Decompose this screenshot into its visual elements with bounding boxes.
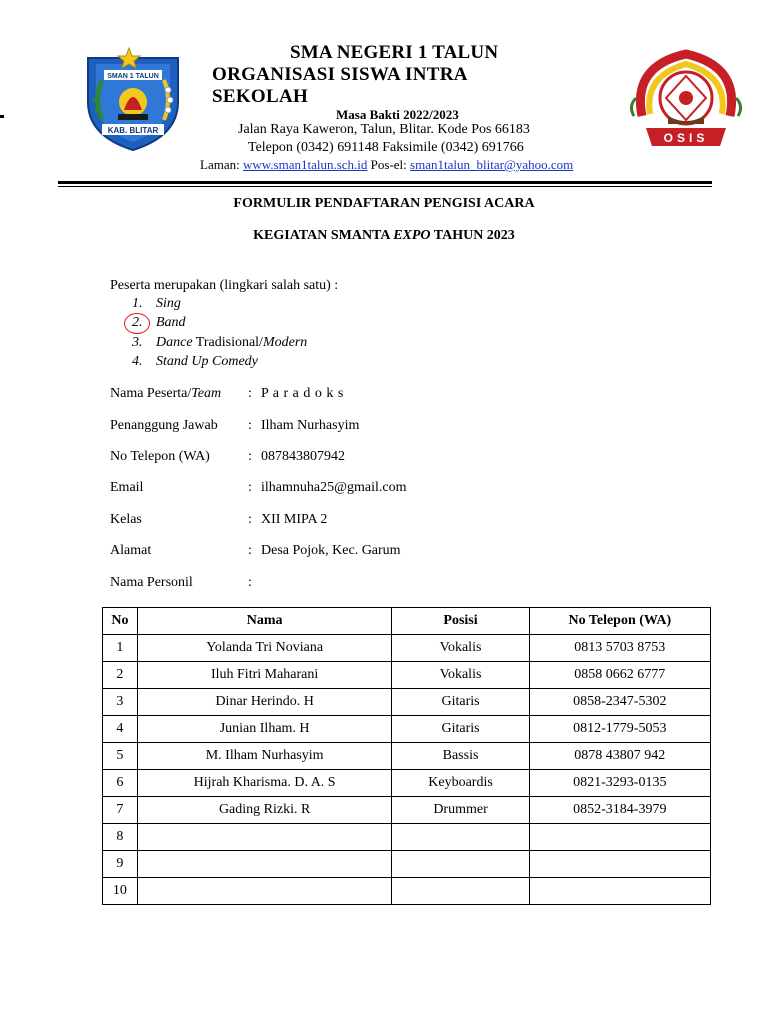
member-phone: 0852-3184-3979 — [529, 797, 710, 824]
field-label: Penanggung Jawab — [110, 418, 218, 433]
row-number: 3 — [103, 689, 138, 716]
table-row — [103, 635, 711, 662]
member-position: Gitaris — [392, 689, 529, 716]
form-title: FORMULIR PENDAFTARAN PENGISI ACARA — [233, 196, 535, 211]
category-label-italic: Modern — [262, 335, 308, 350]
member-name — [137, 824, 392, 851]
column-header-phone: No Telepon (WA) — [529, 608, 710, 635]
category-number: 3. — [132, 335, 143, 350]
subtitle-italic: EXPO — [393, 228, 431, 243]
member-position: Vokalis — [392, 662, 529, 689]
member-position: Drummer — [392, 797, 529, 824]
member-position: Bassis — [392, 743, 529, 770]
member-name: Yolanda Tri Noviana — [137, 635, 392, 662]
member-position: Keyboardis — [392, 770, 529, 797]
service-period: Masa Bakti 2022/2023 — [336, 107, 459, 122]
member-position: Vokalis — [392, 635, 529, 662]
field-colon: : — [248, 512, 252, 527]
subtitle-prefix: KEGIATAN SMANTA — [253, 228, 394, 243]
form-subtitle — [0, 228, 768, 244]
row-number: 7 — [103, 797, 138, 824]
row-number: 6 — [103, 770, 138, 797]
category-label-plain: Tradisional/ — [192, 335, 263, 350]
osis-logo — [626, 46, 746, 156]
member-name: Iluh Fitri Maharani — [137, 662, 392, 689]
school-regency-logo — [74, 40, 192, 152]
field-label: Email — [110, 480, 144, 495]
member-phone: 0858 0662 6777 — [529, 662, 710, 689]
category-dance — [132, 335, 307, 351]
category-number: 2. — [132, 315, 143, 330]
table-row — [103, 662, 711, 689]
table-row — [103, 797, 711, 824]
website-label: Laman: — [200, 157, 240, 172]
member-phone: 0821-3293-0135 — [529, 770, 710, 797]
field-label: Alamat — [110, 543, 152, 558]
member-position — [392, 851, 529, 878]
field-colon: : — [248, 386, 252, 401]
field-value: Ilham Nurhasyim — [261, 418, 360, 433]
member-phone: 0812-1779-5053 — [529, 716, 710, 743]
row-number: 1 — [103, 635, 138, 662]
header-divider-thick — [58, 181, 712, 184]
email-label: Pos-el: — [370, 157, 407, 172]
margin-mark — [0, 115, 4, 118]
category-label: Stand Up Comedy — [156, 354, 258, 369]
table-row — [103, 851, 711, 878]
field-value: ilhamnuha25@gmail.com — [261, 480, 407, 495]
member-name — [137, 878, 392, 905]
table-row — [103, 689, 711, 716]
right-logo-text: OSIS — [663, 131, 709, 145]
category-label: Sing — [156, 296, 181, 311]
table-row — [103, 716, 711, 743]
member-phone: 0813 5703 8753 — [529, 635, 710, 662]
member-name: Dinar Herindo. H — [137, 689, 392, 716]
website-link[interactable]: www.sman1talun.sch.id — [242, 157, 368, 172]
field-value: 087843807942 — [261, 449, 345, 464]
member-phone: 0878 43807 942 — [529, 743, 710, 770]
category-label: Dance — [156, 335, 193, 350]
table-row — [103, 878, 711, 905]
member-phone: 0858-2347-5302 — [529, 689, 710, 716]
school-address: Jalan Raya Kaweron, Talun, Blitar. Kode Pos 66183 — [238, 122, 530, 137]
member-position — [392, 878, 529, 905]
member-position: Gitaris — [392, 716, 529, 743]
category-label: Band — [156, 315, 186, 330]
header-divider-thin — [58, 186, 712, 187]
category-instruction: Peserta merupakan (lingkari salah satu) : — [110, 278, 339, 293]
member-phone — [529, 878, 710, 905]
column-header-no: No — [103, 608, 138, 635]
field-value: P a r a d o k s — [261, 386, 344, 401]
member-name: M. Ilham Nurhasyim — [137, 743, 392, 770]
row-number: 8 — [103, 824, 138, 851]
field-colon: : — [248, 449, 252, 464]
member-name — [137, 851, 392, 878]
table-row — [103, 743, 711, 770]
field-label: Nama Personil — [110, 575, 193, 590]
category-sing — [132, 296, 181, 312]
category-number: 1. — [132, 296, 143, 311]
school-name: SMA NEGERI 1 TALUN — [290, 42, 499, 63]
member-phone — [529, 851, 710, 878]
left-logo-bottom-text: KAB. BLITAR — [107, 126, 159, 135]
row-number: 4 — [103, 716, 138, 743]
category-number: 4. — [132, 354, 143, 369]
member-position — [392, 824, 529, 851]
column-header-name: Nama — [137, 608, 392, 635]
category-standup — [132, 354, 258, 370]
member-name: Hijrah Kharisma. D. A. S — [137, 770, 392, 797]
field-label: Kelas — [110, 512, 142, 527]
row-number: 9 — [103, 851, 138, 878]
field-value: Desa Pojok, Kec. Garum — [261, 543, 401, 558]
table-header-row — [103, 608, 711, 635]
table-row — [103, 770, 711, 797]
row-number: 5 — [103, 743, 138, 770]
field-value: XII MIPA 2 — [261, 512, 328, 527]
table-row — [103, 824, 711, 851]
member-phone — [529, 824, 710, 851]
selection-circle — [124, 313, 150, 334]
row-number: 10 — [103, 878, 138, 905]
school-phone: Telepon (0342) 691148 Faksimile (0342) 691766 — [248, 140, 524, 155]
left-logo-top-text: SMAN 1 TALUN — [107, 73, 159, 80]
row-number: 2 — [103, 662, 138, 689]
organization-name: ORGANISASI SISWA INTRA SEKOLAH — [212, 64, 467, 107]
field-colon: : — [248, 575, 252, 590]
field-colon: : — [248, 543, 252, 558]
member-name: Junian Ilham. H — [137, 716, 392, 743]
field-label: No Telepon (WA) — [110, 449, 210, 464]
field-colon: : — [248, 480, 252, 495]
member-name: Gading Rizki. R — [137, 797, 392, 824]
contact-line — [200, 157, 573, 173]
personnel-table — [102, 607, 711, 905]
subtitle-suffix: TAHUN 2023 — [430, 228, 515, 243]
email-link[interactable]: sman1talun_blitar@yahoo.com — [410, 157, 574, 172]
field-label: Nama Peserta/Team — [110, 386, 222, 401]
field-colon: : — [248, 418, 252, 433]
column-header-position: Posisi — [392, 608, 529, 635]
